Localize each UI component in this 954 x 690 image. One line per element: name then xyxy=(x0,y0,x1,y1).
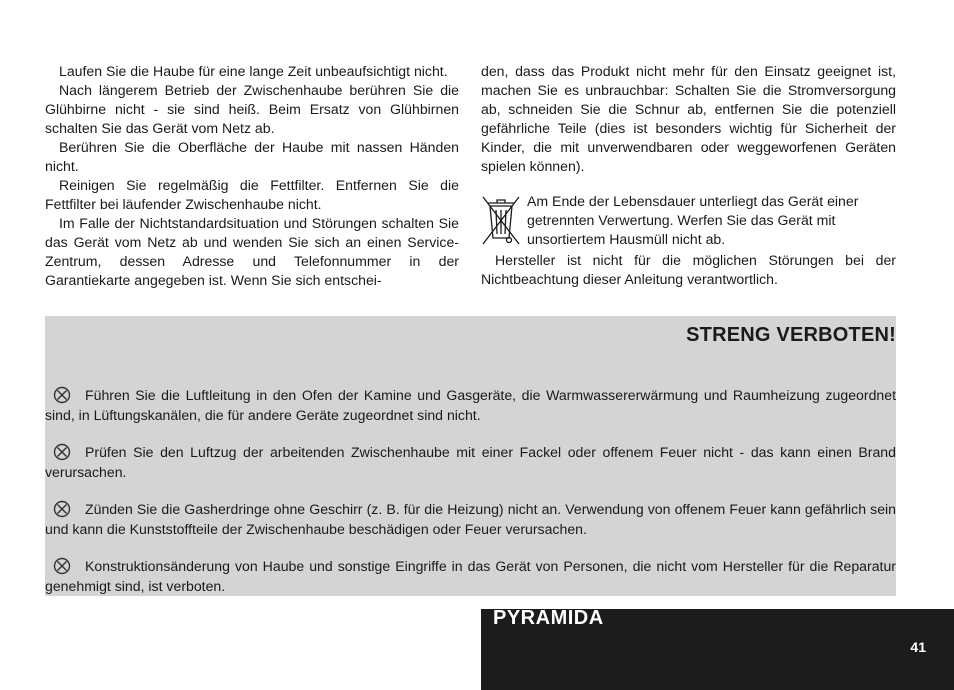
paragraph: Im Falle der Nichtstandardsituation und Störungen schalten Sie das Gerät vom Netz ab und wenden Sie sich an einen Service-Zentrum, dessen Adresse und Telefonnummer in der Garantiekarte angegeben ist. Wenn Sie sich entschei- xyxy=(45,215,459,288)
disposal-text: Am Ende der Lebensdauer unterliegt das Gerät einer getrennten Verwertung. Werfen Sie das Gerät mit unsortiertem Hausmüll nicht ab. xyxy=(527,193,859,247)
prohibition-icon xyxy=(53,500,71,518)
warning-item xyxy=(45,499,896,539)
warning-item xyxy=(45,556,896,596)
paragraph: Nach längerem Betrieb der Zwischenhaube berühren Sie die Glühbirne nicht - sie sind heiß. Beim Ersatz von Glühbirnen schalten Sie das Gerät vom Netz ab. xyxy=(45,82,459,136)
prohibition-icon xyxy=(53,386,71,404)
paragraph: Reinigen Sie regelmäßig die Fettfilter. Entfernen Sie die Fettfilter bei läufender Zwischenhaube nicht. xyxy=(45,177,459,212)
warning-item-text: Zünden Sie die Gasherdringe ohne Geschirr (z. B. für die Heizung) nicht an. Verwendung von offenem Feuer kann gefährlich sein und kann die Kunststoffteile der Zwischenhaube beschädigen oder Feuer verursachen. xyxy=(45,501,896,537)
footer-bar xyxy=(481,609,954,690)
warning-item-text: Konstruktionsänderung von Haube und sonstige Eingriffe in das Gerät von Personen, die nicht vom Hersteller für die Reparatur genehmigt sind, ist verboten. xyxy=(45,558,896,594)
prohibition-warning-box xyxy=(45,316,896,596)
paragraph-continuation: den, dass das Produkt nicht mehr für den Einsatz geeignet ist, machen Sie es unbrauchbar: Schalten Sie die Stromversorgung ab, schneiden Sie die Schnur ab, entfernen Sie die potenziell gefährliche Teile (dies ist besonders wichtig für Sicherheit der Kinder, die mit unverwendbaren oder weggeworfenen Geräten spielen können). xyxy=(481,63,896,174)
warning-item-text: Prüfen Sie den Luftzug der arbeitenden Zwischenhaube mit einer Fackel oder offenem Feuer nicht - das kann einen Brand verursachen. xyxy=(45,444,896,480)
warning-title: STRENG VERBOTEN! xyxy=(686,324,896,346)
paragraph: Berühren Sie die Oberfläche der Haube mit nassen Händen nicht. xyxy=(45,139,459,174)
paragraph: Laufen Sie die Haube für eine lange Zeit unbeaufsichtigt nicht. xyxy=(59,63,448,79)
manufacturer-note: Hersteller ist nicht für die möglichen Störungen bei der Nichtbeachtung dieser Anleitung verantwortlich. xyxy=(481,252,896,287)
prohibition-icon xyxy=(53,443,71,461)
prohibition-icon xyxy=(53,557,71,575)
warning-item-text: Führen Sie die Luftleitung in den Ofen der Kamine und Gasgeräte, die Warmwassererwärmung und Raumheizung zugeordnet sind, in Lüftungskanälen, die für andere Geräte zugeordnet sind nicht. xyxy=(45,387,896,423)
warning-item xyxy=(45,442,896,482)
left-text-column xyxy=(45,62,459,290)
warning-item xyxy=(45,385,896,425)
crossed-out-wheelie-bin-icon xyxy=(481,194,527,251)
disposal-notice xyxy=(481,192,896,251)
page-number: 41 xyxy=(910,639,926,655)
right-text-column xyxy=(481,62,896,289)
brand-logo: PYRAMIDA xyxy=(493,607,604,629)
